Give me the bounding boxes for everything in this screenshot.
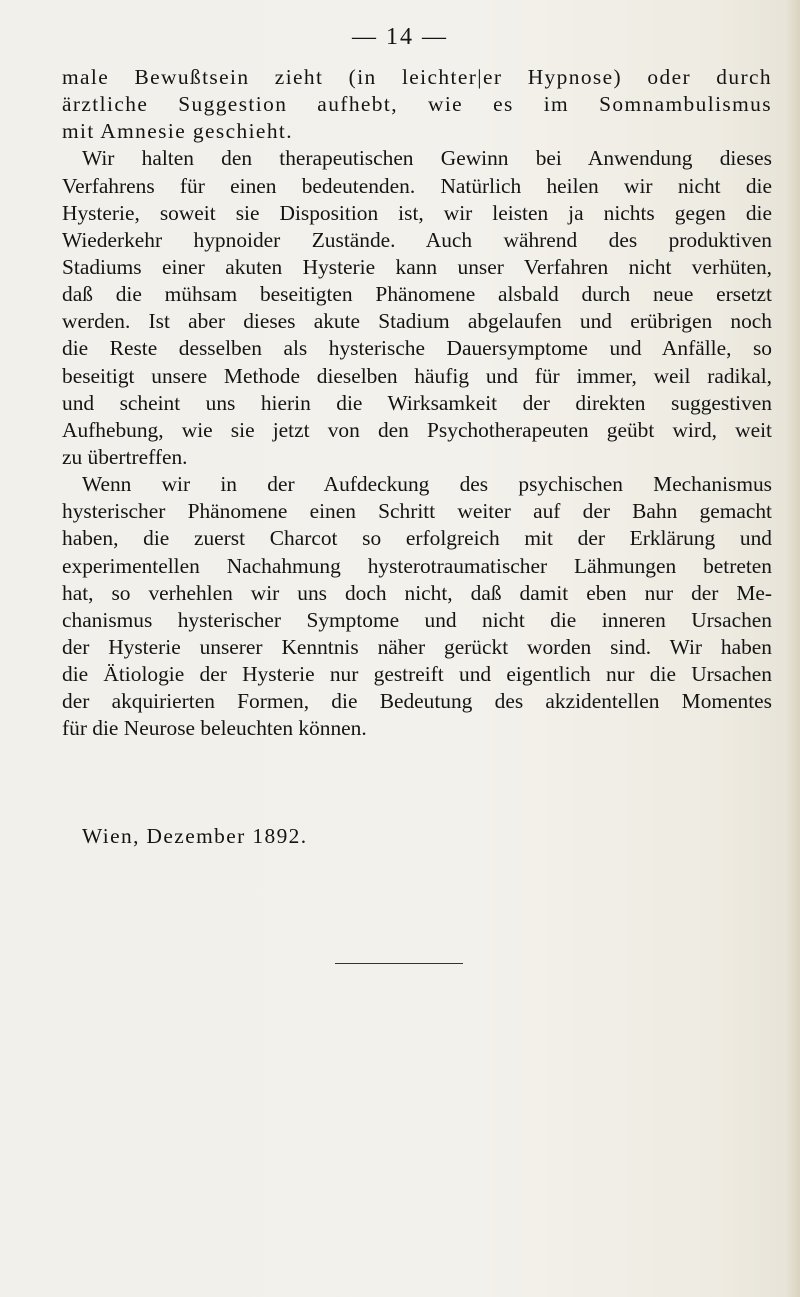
text-line: und scheint uns hierin die Wirksamkeit der direkten suggestiven xyxy=(62,390,772,415)
body-text xyxy=(62,64,772,743)
text-line: Aufhebung, wie sie jetzt von den Psychotherapeuten geübt wird, weit xyxy=(62,417,772,442)
text-line: für die Neurose beleuchten können. xyxy=(62,716,367,741)
text-line: male Bewußtsein zieht (in leichter|er Hypnose) oder durch xyxy=(62,65,772,89)
text-line: ärztliche Suggestion aufhebt, wie es im Somnambulismus xyxy=(62,92,772,117)
text-line: hysterischer Phänomene einen Schritt weiter auf der Bahn gemacht xyxy=(62,499,772,524)
text-line: werden. Ist aber dieses akute Stadium abgelaufen und erübrigen noch xyxy=(62,309,772,334)
text-line: mit Amnesie geschieht. xyxy=(62,119,294,144)
text-line: die Reste desselben als hysterische Dauersymptome und Anfälle, so xyxy=(62,336,772,361)
place-date-signature: Wien, Dezember 1892. xyxy=(82,824,308,848)
text-line: Verfahrens für einen bedeutenden. Natürlich heilen wir nicht die xyxy=(62,173,772,198)
text-line: Hysterie, soweit sie Disposition ist, wir leisten ja nichts gegen die xyxy=(62,200,772,225)
text-line: der Hysterie unserer Kenntnis näher gerückt worden sind. Wir haben xyxy=(62,634,772,659)
text-line: beseitigt unsere Methode dieselben häufig und für immer, weil radikal, xyxy=(62,363,772,388)
text-line: die Ätiologie der Hysterie nur gestreift und eigentlich nur die Ursachen xyxy=(62,662,772,687)
text-line: der akquirierten Formen, die Bedeutung des akzidentellen Momentes xyxy=(62,689,772,714)
text-line: Wiederkehr hypnoider Zustände. Auch während des produktiven xyxy=(62,227,772,252)
text-line: haben, die zuerst Charcot so erfolgreich mit der Erklärung und xyxy=(62,526,772,551)
text-line: experimentellen Nachahmung hysterotraumatischer Lähmungen betreten xyxy=(62,553,772,578)
text-line: chanismus hysterischer Symptome und nicht die inneren Ursachen xyxy=(62,607,772,632)
text-line: hat, so verhehlen wir uns doch nicht, daß damit eben nur der Me- xyxy=(62,580,772,605)
text-line: Wenn wir in der Aufdeckung des psychischen Mechanismus xyxy=(82,472,772,497)
text-line: Stadiums einer akuten Hysterie kann unser Verfahren nicht verhüten, xyxy=(62,254,772,279)
end-rule xyxy=(335,963,463,964)
text-line: Wir halten den therapeutischen Gewinn bei Anwendung dieses xyxy=(82,146,772,171)
text-line: daß die mühsam beseitigten Phänomene alsbald durch neue ersetzt xyxy=(62,282,772,307)
page-edge-shadow xyxy=(786,0,800,1297)
text-line: zu übertreffen. xyxy=(62,444,188,469)
page-number: — 14 — xyxy=(352,24,448,50)
